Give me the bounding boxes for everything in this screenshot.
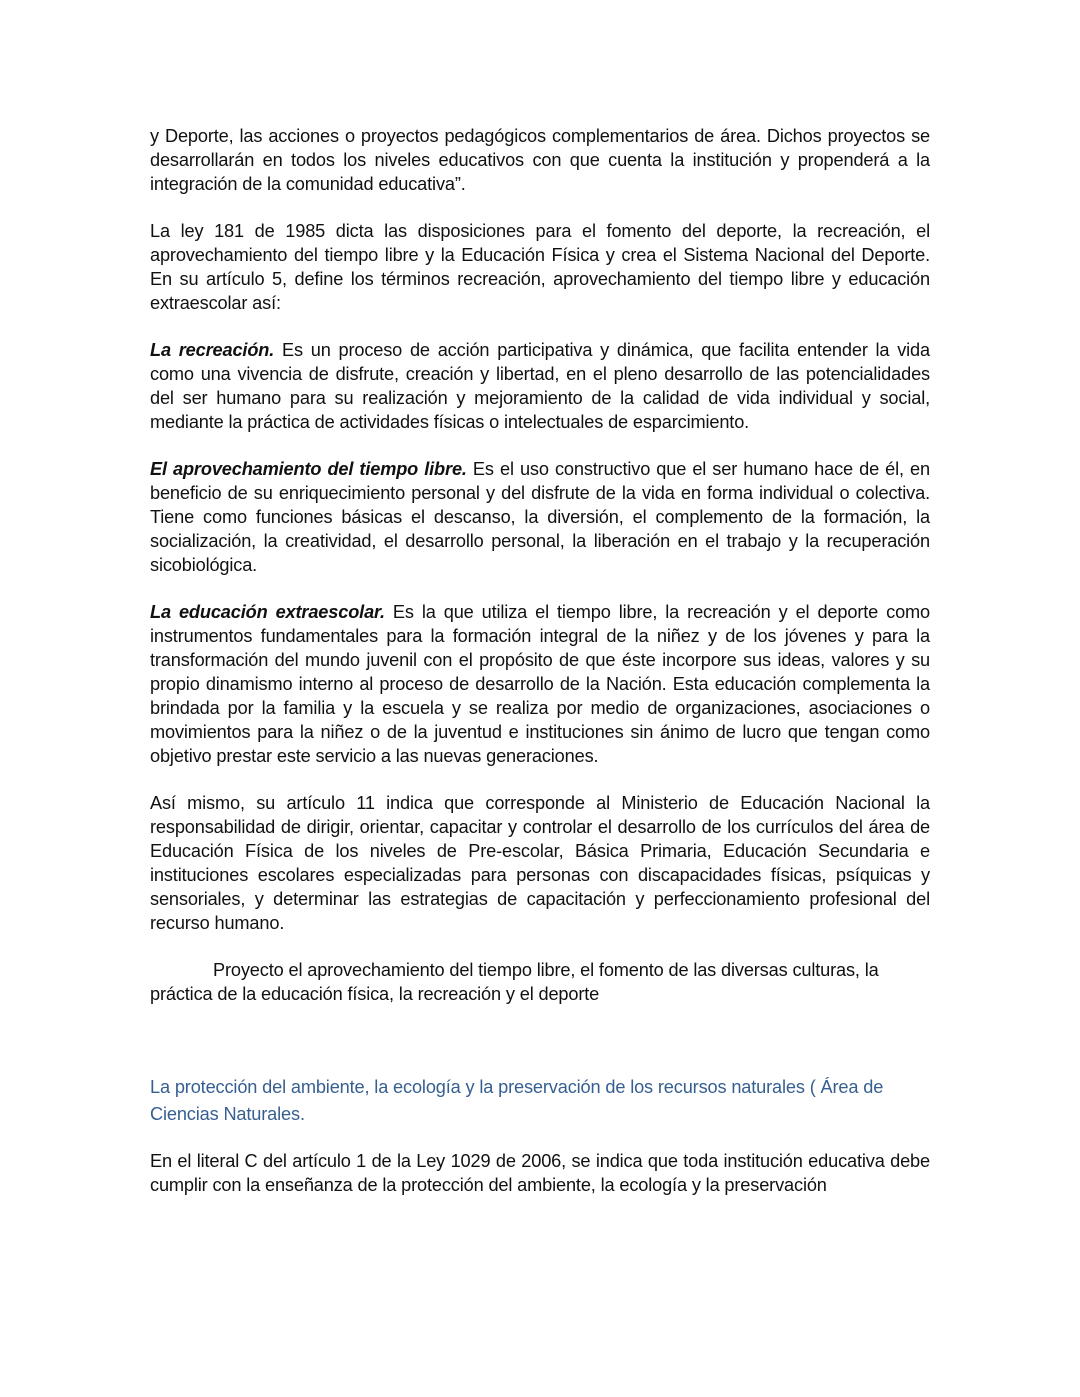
definition-educacion-extraescolar	[150, 600, 930, 768]
paragraph-ley-181: La ley 181 de 1985 dicta las disposiciones para el fomento del deporte, la recreación, el aprovechamiento del tiempo libre y la Educación Física y crea el Sistema Nacional del Deporte. En su artículo 5, define los términos recreación, aprovechamiento del tiempo libre y educación extraescolar así:	[150, 221, 930, 313]
paragraph-ley-1029: En el literal C del artículo 1 de la Ley 1029 de 2006, se indica que toda institución educativa debe cumplir con la enseñanza de la protección del ambiente, la ecología y la preservación	[150, 1151, 930, 1195]
document-page	[150, 124, 930, 1220]
definition-text: Es el uso constructivo que el ser humano hace de él, en beneficio de su enriquecimiento personal y del disfrute de la vida en forma individual o colectiva. Tiene como funciones básicas el descanso, la diversión, el complemento de la formación, la socialización, la creatividad, el desarrollo personal, la liberación en el trabajo y la recuperación sicobiológica.	[150, 459, 930, 575]
paragraph-proyecto-tiempo-libre: Proyecto el aprovechamiento del tiempo libre, el fomento de las diversas culturas, la práctica de la educación física, la recreación y el deporte	[150, 960, 879, 1004]
definition-text: Es un proceso de acción participativa y dinámica, que facilita entender la vida como una vivencia de disfrute, creación y libertad, en el pleno desarrollo de las potencialidades del ser humano para su realización y mejoramiento de la calidad de vida individual y social, mediante la práctica de actividades físicas o intelectuales de esparcimiento.	[150, 340, 930, 432]
definition-term: El aprovechamiento del tiempo libre.	[150, 459, 467, 479]
definition-term: La recreación.	[150, 340, 275, 360]
definition-recreacion	[150, 338, 930, 434]
definition-term: La educación extraescolar.	[150, 602, 385, 622]
definition-text: Es la que utiliza el tiempo libre, la recreación y el deporte como instrumentos fundamentales para la formación integral de la niñez y de los jóvenes y para la transformación del mundo juvenil con el propósito de que éste incorpore sus ideas, valores y su propio dinamismo interno al proceso de desarrollo de la Nación. Esta educación complementa la brindada por la familia y la escuela y se realiza por medio de organizaciones, asociaciones o movimientos para la niñez o de la juventud e instituciones sin ánimo de lucro que tengan como objetivo prestar este servicio a las nuevas generaciones.	[150, 602, 930, 766]
section-heading-ciencias-naturales: La protección del ambiente, la ecología y la preservación de los recursos naturales ( Área de Ciencias Naturales.	[150, 1077, 884, 1124]
paragraph-articulo-11: Así mismo, su artículo 11 indica que corresponde al Ministerio de Educación Nacional la responsabilidad de dirigir, orientar, capacitar y controlar el desarrollo de los currículos del área de Educación Física de los niveles de Pre-escolar, Básica Primaria, Educación Secundaria e instituciones escolares especializadas para personas con discapacidades físicas, psíquicas y sensoriales, y determinar las estrategias de capacitación y perfeccionamiento profesional del recurso humano.	[150, 793, 930, 933]
paragraph-proyectos-pedagogicos: y Deporte, las acciones o proyectos pedagógicos complementarios de área. Dichos proyectos se desarrollarán en todos los niveles educativos con que cuenta la institución y propenderá a la integración de la comunidad educativa”.	[150, 126, 930, 194]
definition-tiempo-libre	[150, 457, 930, 577]
